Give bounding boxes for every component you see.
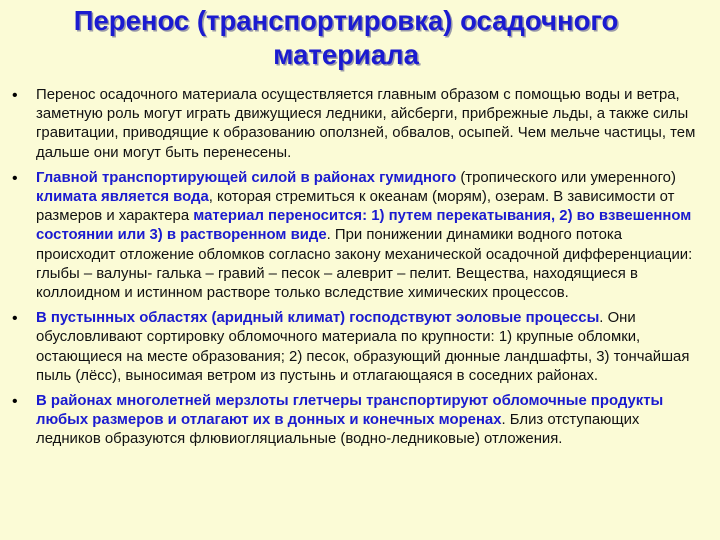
body-text: , которая стремиться к океанам (морям), озерам. В зависимости от размеров и характера	[36, 189, 675, 225]
body-text: . Они обусловливают сортировку обломочного материала по крупности: 1) крупные обломки, остающиеся на месте образования; 2) песок, образующий дюнные ландшафты, 3) тончайшая пыль (лёсс), выносимая ветром из пустынь и отлагающаяся в соседних районах.	[36, 310, 690, 384]
bullet-item	[10, 392, 702, 450]
bullet-list	[10, 86, 702, 450]
bullet-marker: •	[12, 310, 18, 328]
bullet-marker: •	[12, 87, 18, 104]
highlighted-text: Главной транспортирующей силой в районах гумидного	[36, 169, 457, 186]
body-text: . При понижении динамики водного потока происходит отложение обломков согласно закону механической осадочной дифференциации: глыбы – валуны- галька – гравий – песок – алеврит – пелит. Вещества, находящиеся в коллоидном и истинном растворе только вследствие химических процессов.	[36, 227, 693, 302]
body-text: (тропического или умеренного)	[456, 169, 676, 186]
slide-title: Перенос (транспортировка) осадочного материала	[73, 5, 619, 70]
highlighted-text: В пустынных областях (аридный климат) господствуют эоловые процессы	[36, 310, 600, 327]
highlighted-text: климата является вода	[36, 189, 209, 206]
bullet-marker: •	[12, 169, 18, 187]
body-text: . Близ отступающих ледников образуются флювиогляциальные (водно-ледниковые) отложения.	[36, 412, 640, 448]
bullet-item	[10, 86, 702, 163]
bullet-marker: •	[12, 393, 18, 411]
body-text: Перенос осадочного материала осуществляется главным образом с помощью воды и ветра, заметную роль могут играть движущиеся ледники, айсберги, прибрежные льды, а также силы гравитации, приводящие к образованию оползней, обвалов, осыпей. Чем мельче частицы, тем дальше они могут быть перенесены.	[36, 87, 696, 161]
highlighted-text: материал переносится: 1) путем перекатывания, 2) во взвешенном состоянии или 3) в растворенном виде	[36, 208, 692, 244]
highlighted-text: В районах многолетней мерзлоты глетчеры транспортируют обломочные продукты любых размеров и отлагают их в донных и конечных моренах	[36, 393, 664, 429]
bullet-item	[10, 309, 702, 386]
bullet-item	[10, 169, 702, 303]
